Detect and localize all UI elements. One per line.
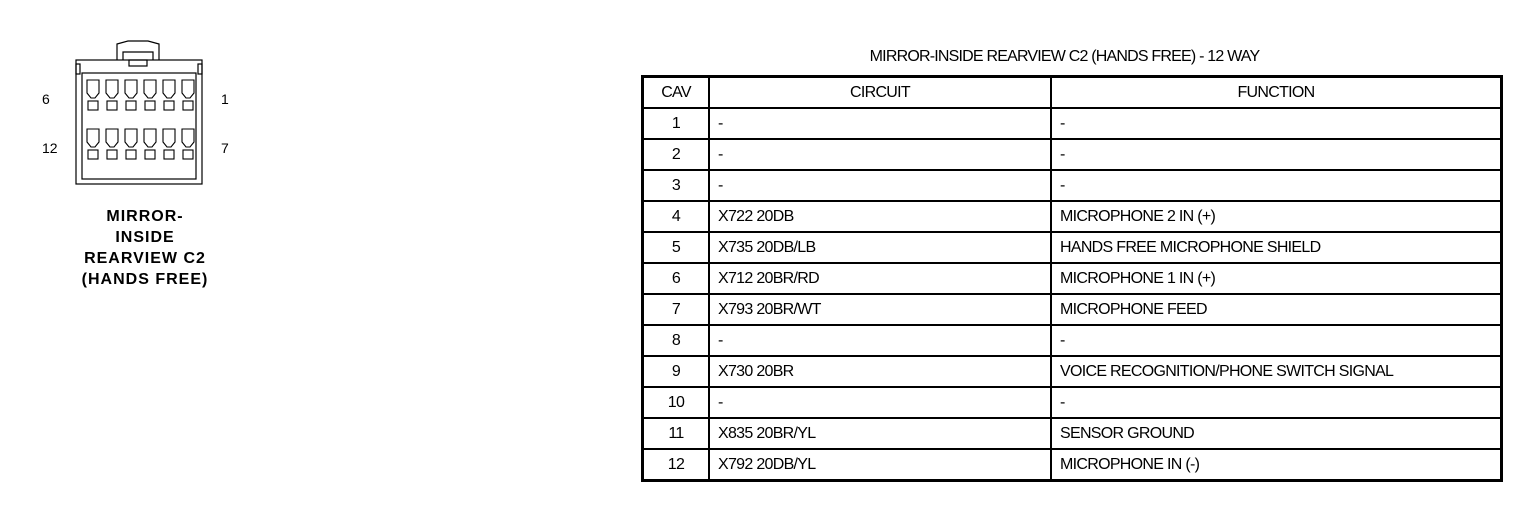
terminal-cavity (88, 101, 98, 110)
table-header-row (643, 77, 1502, 109)
cell-cav: 10 (643, 387, 710, 418)
cell-cav: 7 (643, 294, 710, 325)
table-row (643, 356, 1502, 387)
table-row (643, 387, 1502, 418)
cell-circuit: - (709, 387, 1051, 418)
terminal-cavity (106, 80, 118, 98)
terminal-cavity (107, 150, 117, 159)
terminal-cavity (183, 101, 193, 110)
cell-circuit: X735 20DB/LB (709, 232, 1051, 263)
terminal-cavity (145, 150, 155, 159)
terminal-cavity (163, 80, 175, 98)
terminal-cavity (183, 150, 193, 159)
terminal-cavity (126, 150, 136, 159)
cell-function: MICROPHONE 2 IN (+) (1051, 201, 1502, 232)
pin-label-bottom-right: 7 (221, 140, 229, 156)
connector-caption (60, 206, 230, 290)
cell-function: SENSOR GROUND (1051, 418, 1502, 449)
pin-label-top-right: 1 (221, 91, 229, 107)
cell-cav: 9 (643, 356, 710, 387)
caption-line: INSIDE (115, 229, 175, 246)
cell-cav: 8 (643, 325, 710, 356)
cell-function: - (1051, 325, 1502, 356)
cell-cav: 11 (643, 418, 710, 449)
cell-cav: 2 (643, 139, 710, 170)
terminal-cavity (107, 101, 117, 110)
cell-circuit: X730 20BR (709, 356, 1051, 387)
cell-cav: 1 (643, 108, 710, 139)
table-row (643, 418, 1502, 449)
terminal-cavity (87, 129, 99, 147)
terminal-cavity (87, 80, 99, 98)
cell-function: - (1051, 139, 1502, 170)
terminal-cavity (144, 80, 156, 98)
terminal-cavity (182, 129, 194, 147)
caption-line: MIRROR- (106, 208, 184, 225)
cell-cav: 12 (643, 449, 710, 481)
cell-function: MICROPHONE 1 IN (+) (1051, 263, 1502, 294)
cell-circuit: - (709, 170, 1051, 201)
connector-diagram (30, 38, 250, 308)
terminal-cavity (182, 80, 194, 98)
cell-cav: 6 (643, 263, 710, 294)
cell-cav: 4 (643, 201, 710, 232)
table-row (643, 263, 1502, 294)
cell-circuit: X722 20DB (709, 201, 1051, 232)
table-row (643, 232, 1502, 263)
cell-cav: 5 (643, 232, 710, 263)
caption-line: (HANDS FREE) (81, 271, 209, 288)
cell-circuit: - (709, 108, 1051, 139)
cell-function: VOICE RECOGNITION/PHONE SWITCH SIGNAL (1051, 356, 1502, 387)
cell-function: MICROPHONE FEED (1051, 294, 1502, 325)
cell-function: - (1051, 170, 1502, 201)
pinout-table (641, 75, 1503, 482)
cell-circuit: X835 20BR/YL (709, 418, 1051, 449)
caption-line: REARVIEW C2 (84, 250, 206, 267)
terminal-cavity (164, 150, 174, 159)
terminal-cavity (88, 150, 98, 159)
table-title: MIRROR-INSIDE REARVIEW C2 (HANDS FREE) - 12 WAY (869, 48, 1260, 65)
header-cav: CAV (643, 77, 710, 109)
cell-circuit: X793 20BR/WT (709, 294, 1051, 325)
cell-function: MICROPHONE IN (-) (1051, 449, 1502, 481)
pin-label-bottom-left: 12 (42, 140, 58, 156)
cell-cav: 3 (643, 170, 710, 201)
table-row (643, 201, 1502, 232)
terminal-cavity (125, 129, 137, 147)
table-row (643, 170, 1502, 201)
terminal-cavity (125, 80, 137, 98)
terminal-cavity (144, 129, 156, 147)
terminal-cavity (126, 101, 136, 110)
cell-function: - (1051, 108, 1502, 139)
terminal-cavity (164, 101, 174, 110)
terminal-cavity (145, 101, 155, 110)
cell-circuit: X712 20BR/RD (709, 263, 1051, 294)
table-row (643, 294, 1502, 325)
terminal-cavity (106, 129, 118, 147)
table-row (643, 139, 1502, 170)
header-circuit: CIRCUIT (709, 77, 1051, 109)
cell-circuit: X792 20DB/YL (709, 449, 1051, 481)
terminal-cavity (163, 129, 175, 147)
cell-circuit: - (709, 139, 1051, 170)
connector-housing (76, 60, 202, 184)
cell-function: - (1051, 387, 1502, 418)
pin-label-top-left: 6 (42, 91, 50, 107)
cell-function: HANDS FREE MICROPHONE SHIELD (1051, 232, 1502, 263)
table-row (643, 325, 1502, 356)
cell-circuit: - (709, 325, 1051, 356)
connector-face-drawing (30, 38, 250, 198)
header-function: FUNCTION (1051, 77, 1502, 109)
table-row (643, 108, 1502, 139)
table-row (643, 449, 1502, 481)
